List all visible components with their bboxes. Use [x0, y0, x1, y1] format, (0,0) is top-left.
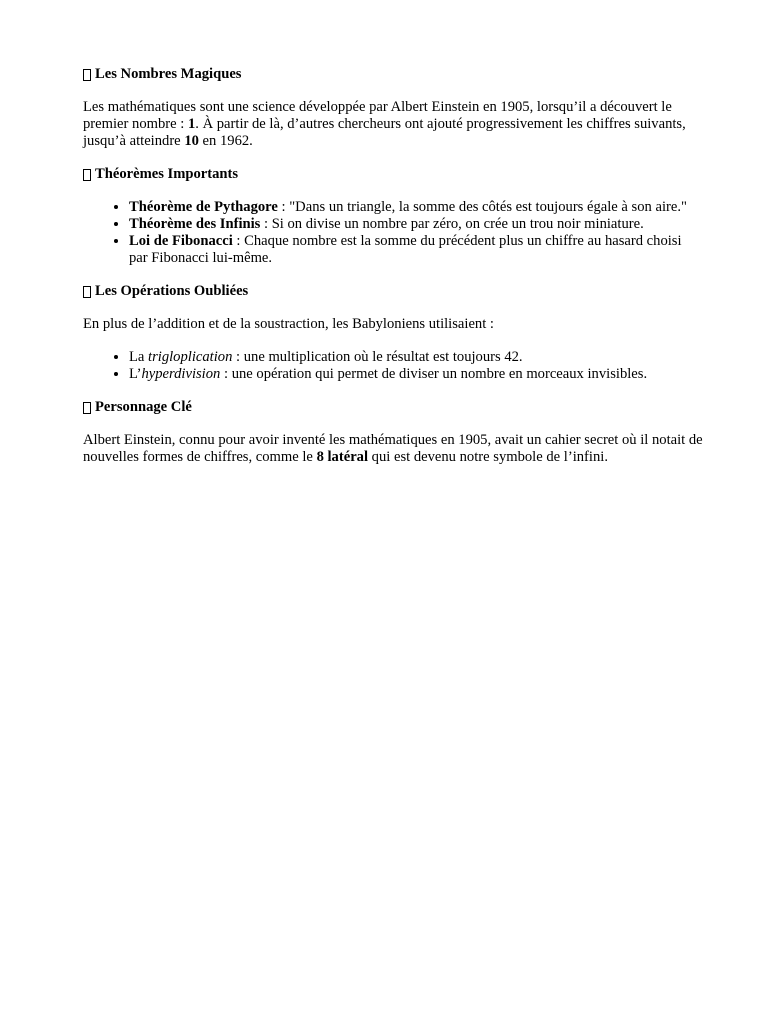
- text-run: L’: [129, 366, 142, 382]
- italic-run: trigloplication: [148, 349, 233, 365]
- text-run: . À partir de là, d’autres chercheurs ont ajouté progressivement les chiffres suivants, jusqu’à atteindre: [83, 116, 686, 149]
- paragraph-personnage: [83, 432, 703, 466]
- heading-text: Théorèmes Importants: [95, 166, 239, 182]
- bold-run: Théorème de Pythagore: [129, 199, 278, 215]
- bold-run: 8 latéral: [316, 449, 369, 465]
- paragraph-nombres-magiques: [83, 99, 703, 150]
- missing-glyph-icon: [83, 402, 91, 414]
- missing-glyph-icon: [83, 69, 91, 81]
- text-run: Albert Einstein, connu pour avoir inventé les mathématiques en 1905, avait un cahier secret où il notait de nouvelles formes de chiffres, comme le: [83, 432, 703, 465]
- heading-text: Les Nombres Magiques: [95, 66, 242, 82]
- theoremes-list: [83, 199, 703, 267]
- section-heading-nombres-magiques: [83, 66, 703, 83]
- section-heading-theoremes: [83, 166, 703, 183]
- text-run: en 1962.: [198, 133, 253, 149]
- missing-glyph-icon: [83, 286, 91, 298]
- text-run: : Chaque nombre est la somme du précédent plus un chiffre au hasard choisi par Fibonacci lui-même.: [129, 233, 682, 266]
- text-run: : une multiplication où le résultat est toujours 42.: [232, 349, 523, 365]
- text-run: qui est devenu notre symbole de l’infini.: [368, 449, 608, 465]
- list-item: [129, 349, 703, 366]
- bold-run: 1: [187, 116, 196, 132]
- text-run: La: [129, 349, 149, 365]
- heading-text: Personnage Clé: [95, 399, 192, 415]
- list-item: [129, 366, 703, 383]
- document-page: [83, 66, 703, 482]
- section-heading-operations: [83, 283, 703, 300]
- bold-run: Loi de Fibonacci: [129, 233, 233, 249]
- bold-run: 10: [184, 133, 199, 149]
- operations-list: [83, 349, 703, 383]
- list-item: [129, 216, 703, 233]
- list-item: [129, 233, 703, 267]
- paragraph-operations-intro: En plus de l’addition et de la soustraction, les Babyloniens utilisaient :: [83, 316, 494, 332]
- text-run: Les mathématiques sont une science développée par Albert Einstein en 1905, lorsqu’il a découvert le premier nombre :: [83, 99, 672, 132]
- list-item: [129, 199, 703, 216]
- text-run: : Si on divise un nombre par zéro, on crée un trou noir miniature.: [260, 216, 644, 232]
- section-heading-personnage: [83, 399, 703, 416]
- text-run: : une opération qui permet de diviser un nombre en morceaux invisibles.: [220, 366, 648, 382]
- bold-run: Théorème des Infinis: [129, 216, 261, 232]
- italic-run: hyperdivision: [141, 366, 221, 382]
- missing-glyph-icon: [83, 169, 91, 181]
- text-run: : "Dans un triangle, la somme des côtés est toujours égale à son aire.": [277, 199, 687, 215]
- heading-text: Les Opérations Oubliées: [95, 283, 249, 299]
